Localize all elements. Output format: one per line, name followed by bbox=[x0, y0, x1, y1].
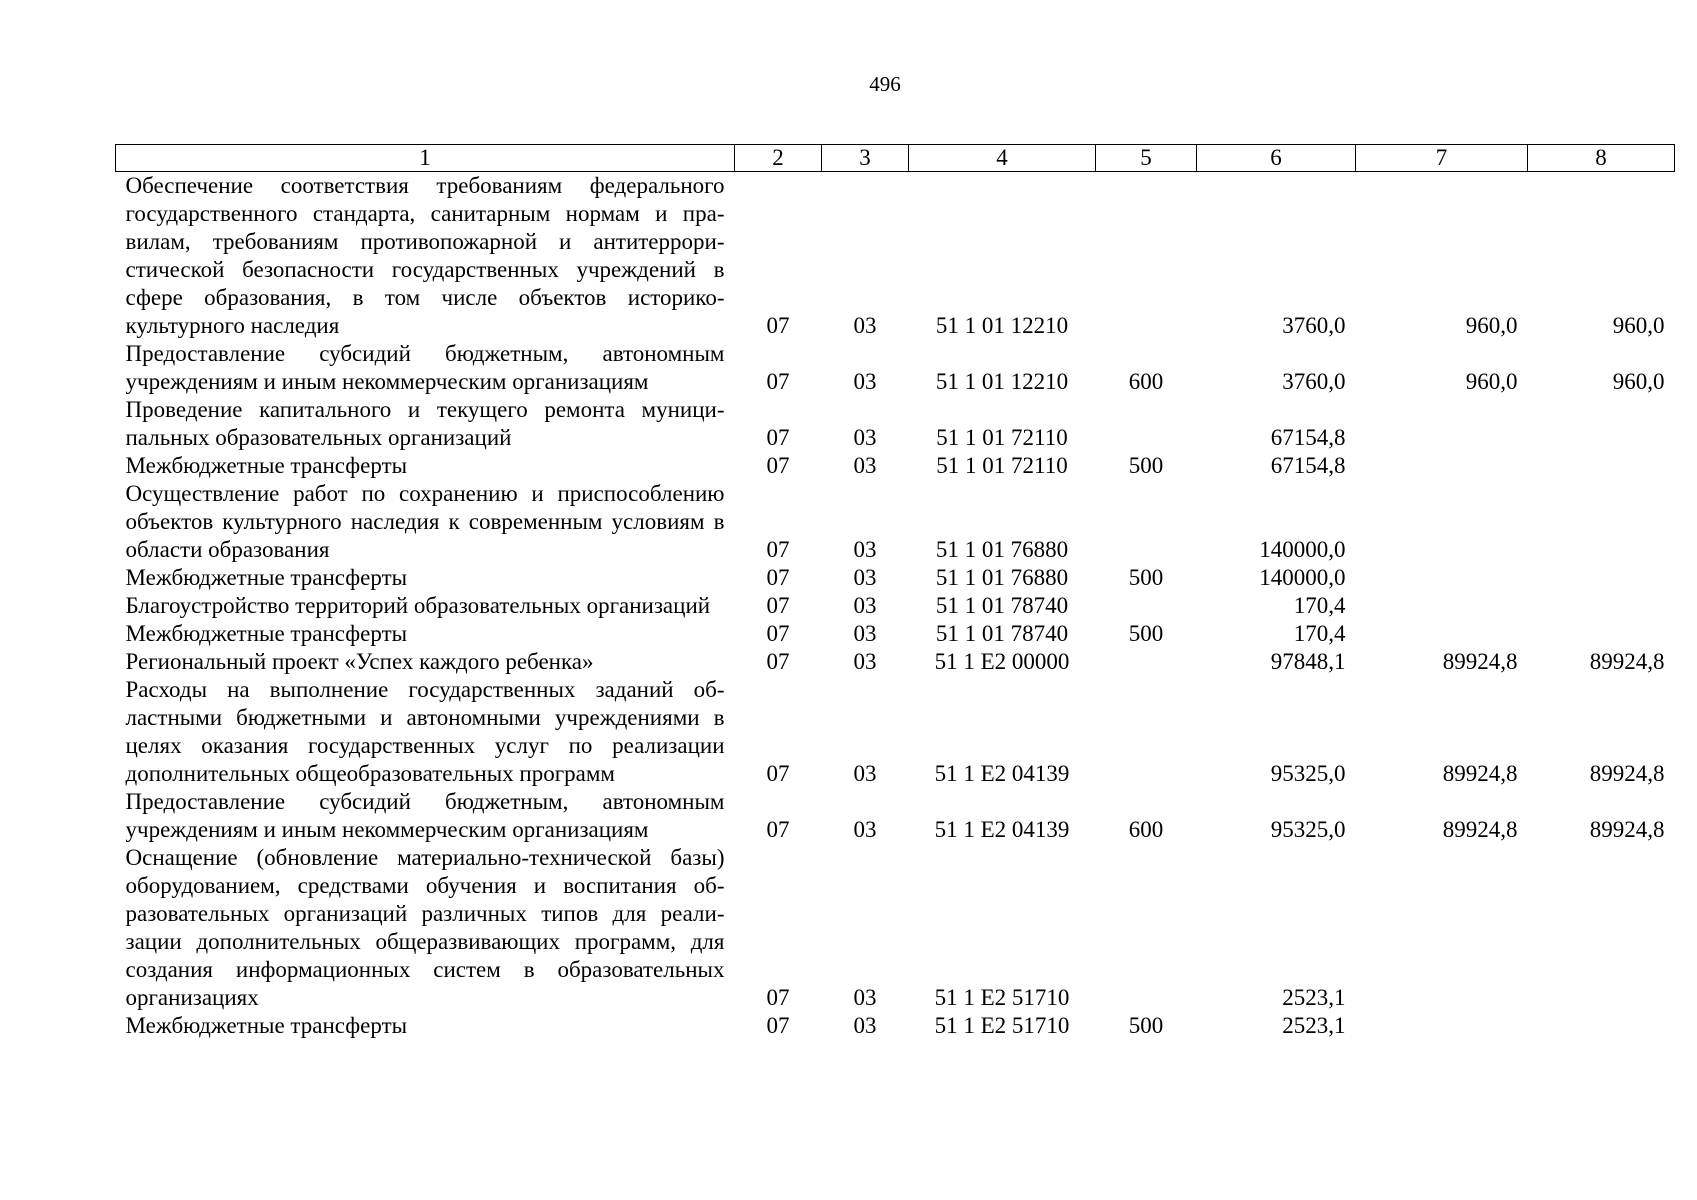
row-amount-2: 960,0 bbox=[1465, 313, 1518, 338]
table-row bbox=[116, 844, 1675, 1012]
row-amount-2 bbox=[1356, 592, 1528, 620]
row-amount-1: 140000,0 bbox=[1259, 537, 1346, 562]
row-amount-3 bbox=[1528, 480, 1675, 564]
row-description: Межбюджетные трансферты bbox=[125, 453, 408, 478]
row-target-article: 51 1 E2 51710 bbox=[934, 1013, 1070, 1038]
header-col-5: 5 bbox=[1096, 145, 1197, 172]
table-row bbox=[116, 788, 1675, 844]
header-col-3: 3 bbox=[822, 145, 909, 172]
row-amount-2 bbox=[1356, 564, 1528, 592]
header-col-4: 4 bbox=[909, 145, 1096, 172]
table-row bbox=[116, 452, 1675, 480]
row-expense-type bbox=[1096, 172, 1197, 341]
header-row bbox=[116, 145, 1675, 172]
row-amount-1: 140000,0 bbox=[1259, 565, 1346, 590]
row-target-article: 51 1 01 78740 bbox=[935, 593, 1069, 618]
header-col-1: 1 bbox=[116, 145, 735, 172]
table-row bbox=[116, 172, 1675, 341]
row-expense-type: 600 bbox=[1128, 369, 1164, 394]
row-target-article: 51 1 E2 00000 bbox=[934, 649, 1070, 674]
row-subsection-code: 03 bbox=[853, 1013, 877, 1038]
row-subsection-code: 03 bbox=[853, 621, 877, 646]
table-row bbox=[116, 1012, 1675, 1040]
row-amount-3: 89924,8 bbox=[1589, 817, 1665, 842]
row-amount-3 bbox=[1528, 396, 1675, 452]
row-expense-type: 600 bbox=[1128, 817, 1164, 842]
row-expense-type bbox=[1096, 396, 1197, 452]
row-section-code: 07 bbox=[766, 761, 790, 786]
header-col-6: 6 bbox=[1197, 145, 1356, 172]
row-amount-2: 89924,8 bbox=[1442, 649, 1518, 674]
row-subsection-code: 03 bbox=[853, 565, 877, 590]
row-description: Оснащение (обновление материально-технической базы) оборудованием, средствами обучения и воспитания образовательных организаций различных типов для реализации дополнительных общеразвивающих программ, для создания информационных систем в образовательных организациях bbox=[125, 845, 725, 1010]
row-section-code: 07 bbox=[766, 649, 790, 674]
row-amount-1: 67154,8 bbox=[1270, 425, 1346, 450]
row-expense-type bbox=[1096, 648, 1197, 676]
row-expense-type: 500 bbox=[1128, 621, 1164, 646]
row-amount-3: 960,0 bbox=[1612, 369, 1665, 394]
table-row bbox=[116, 620, 1675, 648]
row-expense-type bbox=[1096, 480, 1197, 564]
table-body bbox=[116, 172, 1675, 1041]
row-expense-type bbox=[1096, 676, 1197, 788]
row-amount-1: 3760,0 bbox=[1282, 313, 1346, 338]
row-description: Осуществление работ по сохранению и приспособлению объектов культурного наследия к современным условиям в области образования bbox=[125, 481, 725, 562]
row-target-article: 51 1 01 72110 bbox=[936, 453, 1068, 478]
row-expense-type: 500 bbox=[1128, 1013, 1164, 1038]
row-section-code: 07 bbox=[766, 1013, 790, 1038]
table-row bbox=[116, 396, 1675, 452]
row-amount-1: 170,4 bbox=[1293, 593, 1346, 618]
row-section-code: 07 bbox=[766, 313, 790, 338]
row-subsection-code: 03 bbox=[853, 761, 877, 786]
row-amount-2: 89924,8 bbox=[1442, 761, 1518, 786]
row-description: Расходы на выполнение государственных заданий областными бюджетными и автономными учреждениями в целях оказания государственных услуг по реализации дополнительных общеобразовательных программ bbox=[125, 677, 725, 786]
row-description: Межбюджетные трансферты bbox=[125, 565, 408, 590]
row-amount-3: 89924,8 bbox=[1589, 761, 1665, 786]
row-target-article: 51 1 E2 04139 bbox=[934, 761, 1070, 786]
row-subsection-code: 03 bbox=[853, 817, 877, 842]
row-description: Проведение капитального и текущего ремонта муниципальных образовательных организаций bbox=[125, 397, 725, 450]
row-subsection-code: 03 bbox=[853, 453, 877, 478]
row-section-code: 07 bbox=[766, 621, 790, 646]
row-section-code: 07 bbox=[766, 369, 790, 394]
row-description: Межбюджетные трансферты bbox=[125, 621, 408, 646]
row-amount-2 bbox=[1356, 452, 1528, 480]
row-section-code: 07 bbox=[766, 537, 790, 562]
row-target-article: 51 1 E2 04139 bbox=[934, 817, 1070, 842]
table-header bbox=[116, 145, 1675, 172]
row-amount-3 bbox=[1528, 1012, 1675, 1040]
row-description: Обеспечение соответствия требованиям федерального государственного стандарта, санитарным нормам и правилам, требованиям противопожарной и антитеррористической безопасности государственных учреждений в сфере образования, в том числе объектов историко-культурного наследия bbox=[125, 173, 725, 338]
table-row bbox=[116, 480, 1675, 564]
row-amount-3 bbox=[1528, 452, 1675, 480]
row-section-code: 07 bbox=[766, 817, 790, 842]
row-subsection-code: 03 bbox=[853, 537, 877, 562]
row-subsection-code: 03 bbox=[853, 593, 877, 618]
header-col-2: 2 bbox=[735, 145, 822, 172]
budget-table bbox=[115, 144, 1675, 1040]
row-expense-type: 500 bbox=[1128, 565, 1164, 590]
row-amount-2 bbox=[1356, 396, 1528, 452]
row-section-code: 07 bbox=[766, 565, 790, 590]
row-amount-3 bbox=[1528, 844, 1675, 1012]
row-target-article: 51 1 01 12210 bbox=[935, 313, 1069, 338]
row-description: Благоустройство территорий образовательных организаций bbox=[125, 593, 711, 618]
row-amount-3: 960,0 bbox=[1612, 313, 1665, 338]
row-amount-3 bbox=[1528, 564, 1675, 592]
row-amount-2: 960,0 bbox=[1465, 369, 1518, 394]
row-subsection-code: 03 bbox=[853, 985, 877, 1010]
table-row bbox=[116, 564, 1675, 592]
row-description: Предоставление субсидий бюджетным, автономным учреждениям и иным некоммерческим организациям bbox=[125, 789, 725, 842]
row-amount-3 bbox=[1528, 592, 1675, 620]
row-subsection-code: 03 bbox=[853, 649, 877, 674]
row-amount-3 bbox=[1528, 620, 1675, 648]
row-amount-1: 170,4 bbox=[1293, 621, 1346, 646]
row-amount-2 bbox=[1356, 844, 1528, 1012]
row-subsection-code: 03 bbox=[853, 313, 877, 338]
table-row bbox=[116, 340, 1675, 396]
row-description: Межбюджетные трансферты bbox=[125, 1013, 408, 1038]
row-target-article: 51 1 01 76880 bbox=[935, 537, 1069, 562]
row-amount-2 bbox=[1356, 1012, 1528, 1040]
row-target-article: 51 1 01 12210 bbox=[935, 369, 1069, 394]
row-description: Предоставление субсидий бюджетным, автономным учреждениям и иным некоммерческим организациям bbox=[125, 341, 725, 394]
page-number: 496 bbox=[869, 72, 901, 96]
row-section-code: 07 bbox=[766, 425, 790, 450]
row-amount-3: 89924,8 bbox=[1589, 649, 1665, 674]
row-section-code: 07 bbox=[766, 593, 790, 618]
row-expense-type bbox=[1096, 844, 1197, 1012]
table-row bbox=[116, 648, 1675, 676]
table-row bbox=[116, 676, 1675, 788]
row-amount-1: 67154,8 bbox=[1270, 453, 1346, 478]
row-amount-2: 89924,8 bbox=[1442, 817, 1518, 842]
row-subsection-code: 03 bbox=[853, 369, 877, 394]
row-amount-1: 95325,0 bbox=[1270, 817, 1346, 842]
row-description: Региональный проект «Успех каждого ребенка» bbox=[125, 649, 594, 674]
row-amount-1: 3760,0 bbox=[1282, 369, 1346, 394]
row-amount-2 bbox=[1356, 620, 1528, 648]
row-target-article: 51 1 E2 51710 bbox=[934, 985, 1070, 1010]
row-amount-2 bbox=[1356, 480, 1528, 564]
row-target-article: 51 1 01 78740 bbox=[935, 621, 1069, 646]
row-section-code: 07 bbox=[766, 453, 790, 478]
row-target-article: 51 1 01 72110 bbox=[936, 425, 1068, 450]
header-col-8: 8 bbox=[1528, 145, 1675, 172]
row-amount-1: 2523,1 bbox=[1282, 1013, 1346, 1038]
row-section-code: 07 bbox=[766, 985, 790, 1010]
row-amount-1: 97848,1 bbox=[1270, 649, 1346, 674]
row-target-article: 51 1 01 76880 bbox=[935, 565, 1069, 590]
row-amount-1: 95325,0 bbox=[1270, 761, 1346, 786]
row-amount-1: 2523,1 bbox=[1282, 985, 1346, 1010]
row-expense-type: 500 bbox=[1128, 453, 1164, 478]
row-subsection-code: 03 bbox=[853, 425, 877, 450]
row-expense-type bbox=[1096, 592, 1197, 620]
table-row bbox=[116, 592, 1675, 620]
header-col-7: 7 bbox=[1356, 145, 1528, 172]
